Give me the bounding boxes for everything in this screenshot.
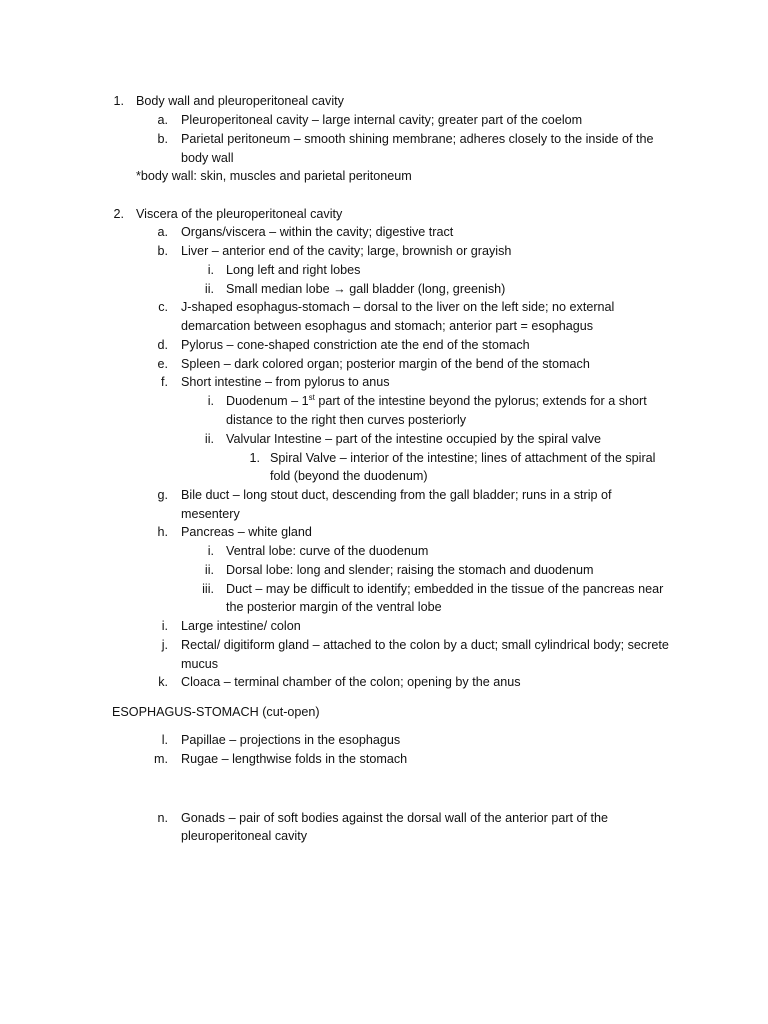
item-2b-ii-marker: ii. (204, 282, 214, 296)
item-2g-text-line1: Bile duct – long stout duct, descending from the gall bladder; runs in a strip of (181, 488, 612, 502)
item-1b-text-line1: Parietal peritoneum – smooth shining membrane; adheres closely to the inside of the (181, 132, 654, 146)
item-2h-marker: h. (157, 525, 168, 539)
section-1-number: 1. (113, 94, 124, 108)
item-l-marker: l. (161, 733, 168, 747)
item-2f-ii-1-marker: 1. (249, 451, 260, 465)
item-2a-text: Organs/viscera – within the cavity; digestive tract (181, 225, 454, 239)
item-n-marker: n. (157, 811, 168, 825)
item-m-marker: m. (154, 752, 168, 766)
item-2f-text: Short intestine – from pylorus to anus (181, 375, 390, 389)
item-2f-ii-marker: ii. (204, 432, 214, 446)
item-2i-marker: i. (161, 619, 168, 633)
item-2e-text: Spleen – dark colored organ; posterior margin of the bend of the stomach (181, 357, 590, 371)
section-2-title: Viscera of the pleuroperitoneal cavity (136, 207, 343, 221)
item-2f-i-text-line1 (226, 392, 647, 410)
item-n-text-line2: pleuroperitoneal cavity (181, 829, 308, 843)
esophagus-stomach-heading: ESOPHAGUS-STOMACH (cut-open) (112, 705, 320, 719)
item-2b-ii-text: Small median lobe → gall bladder (long, greenish) (226, 282, 506, 296)
item-2h-i-text: Ventral lobe: curve of the duodenum (226, 544, 429, 558)
item-2f-i-sup: st (308, 392, 315, 402)
item-2f-marker: f. (161, 375, 168, 389)
item-1b-marker: b. (157, 132, 168, 146)
item-2j-text-line1: Rectal/ digitiform gland – attached to the colon by a duct; small cylindrical body; secrete (181, 638, 669, 652)
item-2g-marker: g. (157, 488, 168, 502)
item-2f-i-pre: Duodenum – 1 (226, 394, 309, 408)
item-2b-text: Liver – anterior end of the cavity; large, brownish or grayish (181, 244, 512, 258)
item-2h-iii-marker: iii. (202, 582, 214, 596)
item-2c-text-line2: demarcation between esophagus and stomach; anterior part = esophagus (181, 319, 594, 333)
item-1b-text-line2: body wall (181, 151, 234, 165)
item-n-text-line1: Gonads – pair of soft bodies against the dorsal wall of the anterior part of the (181, 811, 609, 825)
item-2d-text: Pylorus – cone-shaped constriction ate the end of the stomach (181, 338, 530, 352)
item-2k-marker: k. (158, 675, 168, 689)
item-2f-i-text-line2: distance to the right then curves posteriorly (226, 413, 467, 427)
item-2f-ii-1-text-line2: fold (beyond the duodenum) (270, 469, 428, 483)
item-m-text: Rugae – lengthwise folds in the stomach (181, 752, 408, 766)
item-2c-marker: c. (158, 300, 168, 314)
item-1a-marker: a. (157, 113, 168, 127)
body-wall-note: *body wall: skin, muscles and parietal peritoneum (136, 169, 412, 183)
item-2h-ii-text: Dorsal lobe: long and slender; raising the stomach and duodenum (226, 563, 594, 577)
section-1-title: Body wall and pleuroperitoneal cavity (136, 94, 344, 108)
item-2f-i-marker: i. (207, 394, 214, 408)
item-2h-iii-text-line1: Duct – may be difficult to identify; embedded in the tissue of the pancreas near (226, 582, 664, 596)
item-2g-text-line2: mesentery (181, 507, 240, 521)
item-2b-i-text: Long left and right lobes (226, 263, 361, 277)
item-2d-marker: d. (157, 338, 168, 352)
item-2f-ii-1-text-line1: Spiral Valve – interior of the intestine; lines of attachment of the spiral (270, 451, 656, 465)
item-2f-i-post: part of the intestine beyond the pylorus; extends for a short (314, 394, 647, 408)
item-2j-text-line2: mucus (181, 657, 219, 671)
item-2h-ii-marker: ii. (204, 563, 214, 577)
item-2f-ii-text: Valvular Intestine – part of the intestine occupied by the spiral valve (226, 432, 601, 446)
section-2-number: 2. (113, 207, 124, 221)
item-l-text: Papillae – projections in the esophagus (181, 733, 401, 747)
item-2b-marker: b. (157, 244, 168, 258)
item-2h-i-marker: i. (207, 544, 214, 558)
item-2b-i-marker: i. (207, 263, 214, 277)
item-2h-text: Pancreas – white gland (181, 525, 312, 539)
item-2c-text-line1: J-shaped esophagus-stomach – dorsal to the liver on the left side; no external (181, 300, 615, 314)
item-2a-marker: a. (157, 225, 168, 239)
item-1a-text: Pleuroperitoneal cavity – large internal cavity; greater part of the coelom (181, 113, 583, 127)
item-2e-marker: e. (157, 357, 168, 371)
item-2i-text: Large intestine/ colon (181, 619, 301, 633)
item-2k-text: Cloaca – terminal chamber of the colon; opening by the anus (181, 675, 521, 689)
item-2h-iii-text-line2: the posterior margin of the ventral lobe (226, 600, 442, 614)
item-2j-marker: j. (161, 638, 168, 652)
